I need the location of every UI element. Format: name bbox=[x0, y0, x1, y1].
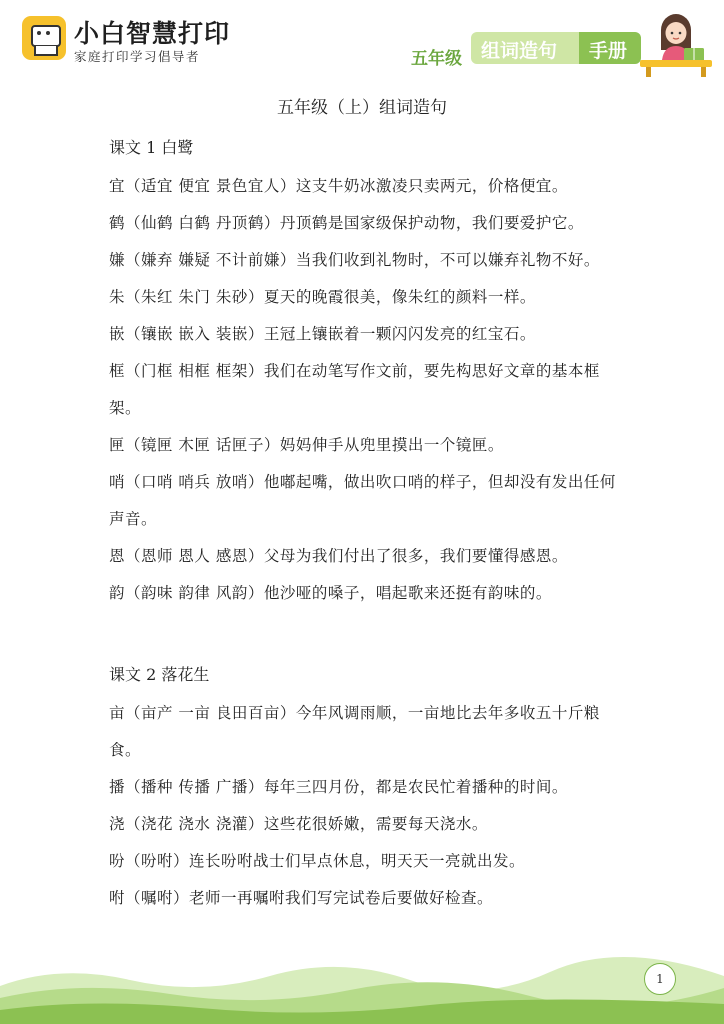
page-title: 五年级（上）组词造句 bbox=[277, 98, 447, 118]
word-entry: 恩（恩师 恩人 感恩）父母为我们付出了很多，我们要懂得感恩。 bbox=[109, 547, 568, 565]
topic-label: 组词造句 bbox=[481, 40, 558, 62]
word-entry: 宜（适宜 便宜 景色宜人）这支牛奶冰激凌只卖两元，价格便宜。 bbox=[109, 177, 568, 195]
word-entry: 韵（韵味 韵律 风韵）他沙哑的嗓子，唱起歌来还挺有韵味的。 bbox=[109, 584, 552, 602]
word-entry: 嫌（嫌弃 嫌疑 不计前嫌）当我们收到礼物时，不可以嫌弃礼物不好。 bbox=[109, 251, 600, 269]
word-entry: 匣（镜匣 木匣 话匣子）妈妈伸手从兜里摸出一个镜匣。 bbox=[109, 436, 504, 454]
printer-logo-icon bbox=[22, 16, 66, 60]
word-entry: 鹤（仙鹤 白鹤 丹顶鹤）丹顶鹤是国家级保护动物，我们要爱护它。 bbox=[109, 214, 584, 232]
brand-name: 小白智慧打印 bbox=[74, 19, 231, 48]
word-entry: 浇（浇花 浇水 浇灌）这些花很娇嫩，需要每天浇水。 bbox=[109, 815, 488, 833]
word-entry: 框（门框 相框 框架）我们在动笔写作文前，要先构思好文章的基本框架。 bbox=[109, 362, 600, 417]
page-header bbox=[0, 0, 724, 84]
lesson-heading: 课文 2 落花生 bbox=[109, 665, 210, 684]
footer-wave bbox=[0, 946, 724, 1024]
page-number: 1 bbox=[644, 963, 676, 995]
word-entry: 吩（吩咐）连长吩咐战士们早点休息，明天天一亮就出发。 bbox=[109, 852, 526, 870]
word-entry: 朱（朱红 朱门 朱砂）夏天的晚霞很美，像朱红的颜料一样。 bbox=[109, 288, 536, 306]
brand-slogan: 家庭打印学习倡导者 bbox=[74, 49, 201, 64]
word-entry: 嵌（镶嵌 嵌入 装嵌）王冠上镶嵌着一颗闪闪发亮的红宝石。 bbox=[109, 325, 536, 343]
grade-label: 五年级 bbox=[411, 49, 462, 69]
word-entry: 咐（嘱咐）老师一再嘱咐我们写完试卷后要做好检查。 bbox=[109, 889, 494, 907]
reader-illustration bbox=[638, 8, 714, 78]
word-entry: 亩（亩产 一亩 良田百亩）今年风调雨顺，一亩地比去年多收五十斤粮食。 bbox=[109, 704, 600, 759]
word-entry: 播（播种 传播 广播）每年三四月份，都是农民忙着播种的时间。 bbox=[109, 778, 568, 796]
lesson-heading: 课文 1 白鹭 bbox=[109, 138, 194, 157]
manual-label: 手册 bbox=[589, 40, 628, 62]
word-entry: 哨（口哨 哨兵 放哨）他嘟起嘴，做出吹口哨的样子，但却没有发出任何声音。 bbox=[109, 473, 616, 528]
